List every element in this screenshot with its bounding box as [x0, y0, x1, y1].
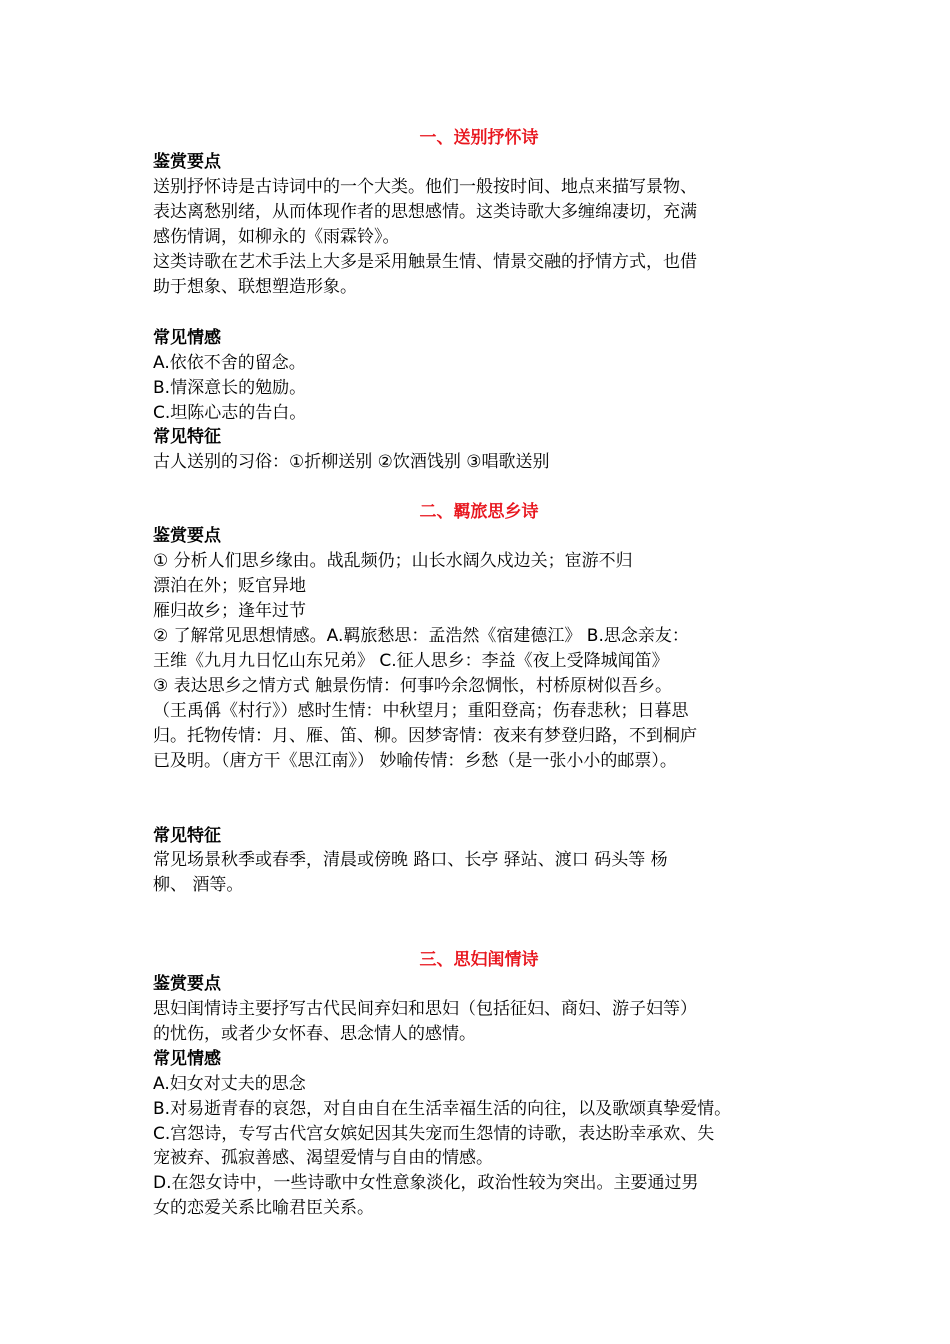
- section-1-emotion-item: C.坦陈心志的告白。: [153, 403, 307, 423]
- section-2-key-point-line: 归。托物传情：月、雁、笛、柳。因梦寄情：夜来有梦登归路，不到桐庐: [153, 726, 697, 746]
- section-2-key-points-heading: 鉴赏要点: [153, 526, 221, 546]
- section-3-emotion-item: C.宫怨诗，专写古代宫女嫔妃因其失宠而生怨情的诗歌，表达盼幸承欢、失: [153, 1124, 715, 1144]
- section-1-feature-line: 古人送别的习俗：①折柳送别 ②饮酒饯别 ③唱歌送别: [153, 452, 550, 472]
- section-2-feature-line: 柳、 酒等。: [153, 875, 244, 895]
- section-1-features-heading: 常见特征: [153, 427, 221, 447]
- section-3-key-points-heading: 鉴赏要点: [153, 974, 221, 994]
- section-2-key-point-line: ② 了解常见思想情感。A.羁旅愁思：孟浩然《宿建德江》 B.思念亲友：: [153, 626, 689, 646]
- section-1-emotion-item: B.情深意长的勉励。: [153, 378, 307, 398]
- section-2-key-point-line: （王禹偁《村行》）感时生情：中秋望月；重阳登高；伤春悲秋；日暮思: [153, 701, 689, 721]
- section-2-title: 二、羁旅思乡诗: [419, 502, 539, 522]
- section-2-feature-line: 常见场景秋季或春季，清晨或傍晚 路口、长亭 驿站、渡口 码头等 杨: [153, 850, 668, 870]
- section-1-key-point-line: 感伤情调，如柳永的《雨霖铃》。: [153, 227, 400, 247]
- section-2-key-point-line: 漂泊在外；贬官异地: [153, 576, 306, 596]
- section-2-key-point-line: 王维《九月九日忆山东兄弟》 C.征人思乡：李益《夜上受降城闻笛》: [153, 651, 669, 671]
- section-1-key-point-line: 表达离愁别绪，从而体现作者的思想感情。这类诗歌大多缠绵凄切，充满: [153, 202, 697, 222]
- section-3-key-point-line: 的忧伤，或者少女怀春、思念情人的感情。: [153, 1024, 476, 1044]
- section-3-emotion-item: 宠被弃、孤寂善感、渴望爱情与自由的情感。: [153, 1148, 493, 1168]
- section-3-emotion-item: B.对易逝青春的哀怨，对自由自在生活幸福生活的向往，以及歌颂真挚爱情。: [153, 1099, 732, 1119]
- section-3-emotion-item: D.在怨女诗中，一些诗歌中女性意象淡化，政治性较为突出。主要通过男: [153, 1173, 699, 1193]
- section-2-key-point-line: 已及明。（唐方干《思江南》） 妙喻传情：乡愁（是一张小小的邮票）。: [153, 751, 677, 771]
- section-1-key-points-heading: 鉴赏要点: [153, 152, 221, 172]
- section-3-emotion-item: A.妇女对丈夫的思念: [153, 1074, 306, 1094]
- section-3-emotions-heading: 常见情感: [153, 1049, 221, 1069]
- section-1-key-point-line: 这类诗歌在艺术手法上大多是采用触景生情、情景交融的抒情方式，也借: [153, 252, 697, 272]
- section-1-emotions-heading: 常见情感: [153, 328, 221, 348]
- section-1-title: 一、送别抒怀诗: [419, 128, 539, 148]
- section-2-features-heading: 常见特征: [153, 826, 221, 846]
- section-2-key-point-line: 雁归故乡；逢年过节: [153, 601, 306, 621]
- section-1-key-point-line: 送别抒怀诗是古诗词中的一个大类。他们一般按时间、地点来描写景物、: [153, 177, 697, 197]
- section-3-emotion-item: 女的恋爱关系比喻君臣关系。: [153, 1198, 374, 1218]
- section-2-key-point-line: ① 分析人们思乡缘由。战乱频仍；山长水阔久戍边关；宦游不归: [153, 551, 633, 571]
- section-3-title: 三、思妇闺情诗: [419, 950, 539, 970]
- section-1-emotion-item: A.依依不舍的留念。: [153, 353, 306, 373]
- section-2-key-point-line: ③ 表达思乡之情方式 触景伤情：何事吟余忽惆怅，村桥原树似吾乡。: [153, 676, 673, 696]
- section-1-key-point-line: 助于想象、联想塑造形象。: [153, 277, 357, 297]
- section-3-key-point-line: 思妇闺情诗主要抒写古代民间弃妇和思妇（包括征妇、商妇、游子妇等）: [153, 999, 697, 1019]
